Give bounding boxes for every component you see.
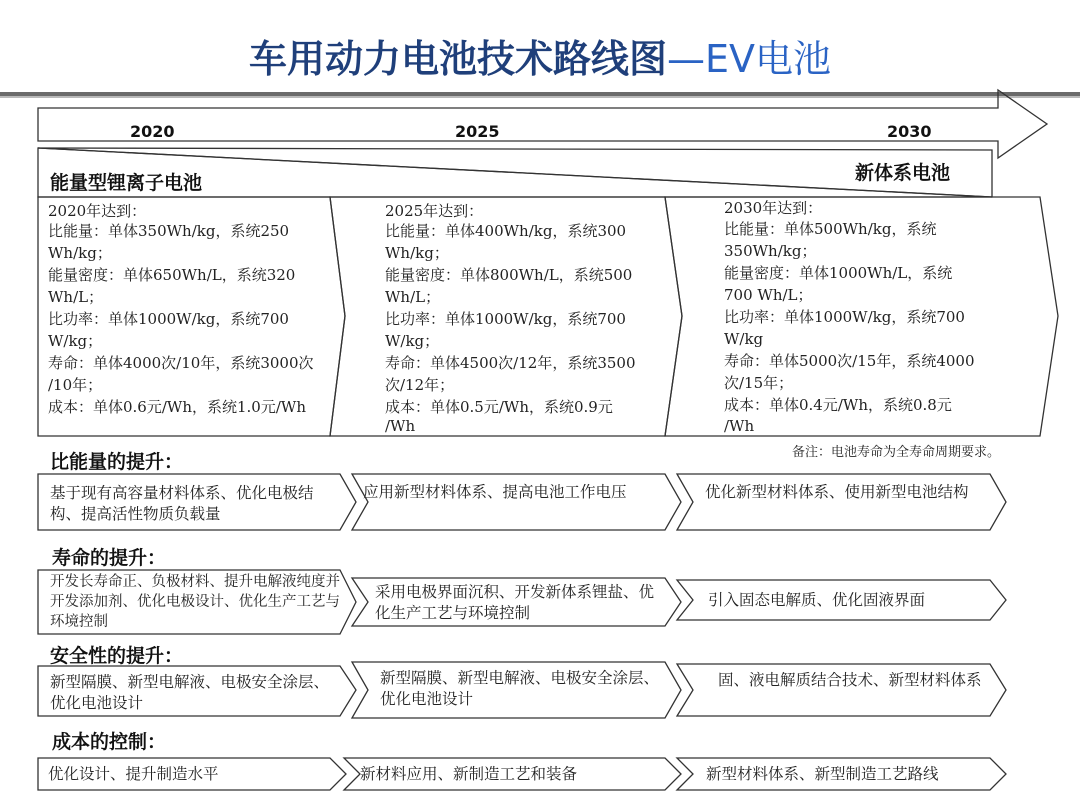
section-2-box-3: 引入固态电解质、优化固液界面 xyxy=(708,591,926,609)
section-label-cost: 成本的控制： xyxy=(52,731,167,753)
lifetime-note: 备注：电池寿命为全寿命周期要求。 xyxy=(792,445,1001,460)
target-line: Wh/kg； xyxy=(385,244,449,262)
section-label-specific-energy: 比能量的提升： xyxy=(50,451,184,473)
target-line: W/kg； xyxy=(48,332,103,350)
target-line: 成本：单体0.6元/Wh，系统1.0元/Wh xyxy=(48,398,306,416)
target-line: /Wh xyxy=(724,417,755,435)
target-line: 寿命：单体4000次/10年，系统3000次 xyxy=(48,354,314,372)
year-2030: 2030 xyxy=(887,122,932,141)
section-1-box-3: 优化新型材料体系、使用新型电池结构 xyxy=(705,483,969,501)
target-line: 能量密度：单体1000Wh/L，系统 xyxy=(724,264,953,282)
target-line: 350Wh/kg； xyxy=(724,242,817,260)
target-line: 2030年达到： xyxy=(724,199,823,217)
targets-2025 xyxy=(385,202,675,434)
target-line: Wh/L； xyxy=(385,288,441,306)
target-line: 能量密度：单体650Wh/L，系统320 xyxy=(48,266,296,284)
targets-2030 xyxy=(724,198,1014,436)
target-line: 成本：单体0.4元/Wh，系统0.8元 xyxy=(724,396,952,414)
target-line: W/kg xyxy=(724,330,764,348)
target-line: 比能量：单体350Wh/kg，系统250 xyxy=(48,222,290,240)
target-line: /Wh xyxy=(385,417,416,435)
target-line: 2025年达到： xyxy=(385,202,484,220)
section-3-box-2: 新型隔膜、新型电解液、电极安全涂层、优化电池设计 xyxy=(380,669,660,708)
year-2025: 2025 xyxy=(455,122,500,141)
target-line: 比能量：单体500Wh/kg，系统 xyxy=(724,220,937,238)
target-line: W/kg； xyxy=(385,332,440,350)
energy-type-label: 能量型锂离子电池 xyxy=(50,172,203,194)
section-4-box-3: 新型材料体系、新型制造工艺路线 xyxy=(706,765,939,783)
section-2-box-1: 开发长寿命正、负极材料、提升电解液纯度并开发添加剂、优化电极设计、优化生产工艺与环境控制 xyxy=(50,574,340,630)
target-line: 700 Wh/L； xyxy=(724,286,813,304)
title-main: 车用动力电池技术路线图 xyxy=(248,37,667,81)
targets-2020 xyxy=(48,202,348,418)
section-label-lifetime: 寿命的提升： xyxy=(52,547,167,569)
target-line: /10年； xyxy=(48,376,103,394)
section-1-box-2: 应用新型材料体系、提高电池工作电压 xyxy=(363,483,627,501)
target-line: 次/15年； xyxy=(724,374,794,392)
target-line: 比功率：单体1000W/kg，系统700 xyxy=(48,310,289,328)
new-system-label: 新体系电池 xyxy=(855,162,951,184)
target-line: 比功率：单体1000W/kg，系统700 xyxy=(724,308,965,326)
year-2020: 2020 xyxy=(130,122,175,141)
target-line: 能量密度：单体800Wh/L，系统500 xyxy=(385,266,633,284)
section-1-box-1: 基于现有高容量材料体系、优化电极结构、提高活性物质负载量 xyxy=(50,484,314,523)
section-label-safety: 安全性的提升： xyxy=(50,645,184,667)
target-line: Wh/L； xyxy=(48,288,104,306)
section-3-box-3: 固、液电解质结合技术、新型材料体系 xyxy=(718,671,982,689)
section-2-box-2: 采用电极界面沉积、开发新体系锂盐、优化生产工艺与环境控制 xyxy=(375,583,655,622)
target-line: 寿命：单体4500次/12年，系统3500 xyxy=(385,354,636,372)
target-line: 寿命：单体5000次/15年，系统4000 xyxy=(724,352,975,370)
target-line: 比功率：单体1000W/kg，系统700 xyxy=(385,310,626,328)
target-line: 次/12年； xyxy=(385,376,455,394)
section-4-box-1: 优化设计、提升制造水平 xyxy=(48,765,219,783)
section-3-box-1: 新型隔膜、新型电解液、电极安全涂层、优化电池设计 xyxy=(50,673,330,712)
target-line: 成本：单体0.5元/Wh，系统0.9元 xyxy=(385,398,613,416)
title-sub: —EV电池 xyxy=(667,37,832,81)
section-4-box-2: 新材料应用、新制造工艺和装备 xyxy=(360,765,578,783)
target-line: 比能量：单体400Wh/kg，系统300 xyxy=(385,222,627,240)
target-line: 2020年达到： xyxy=(48,202,147,220)
target-line: Wh/kg； xyxy=(48,244,112,262)
